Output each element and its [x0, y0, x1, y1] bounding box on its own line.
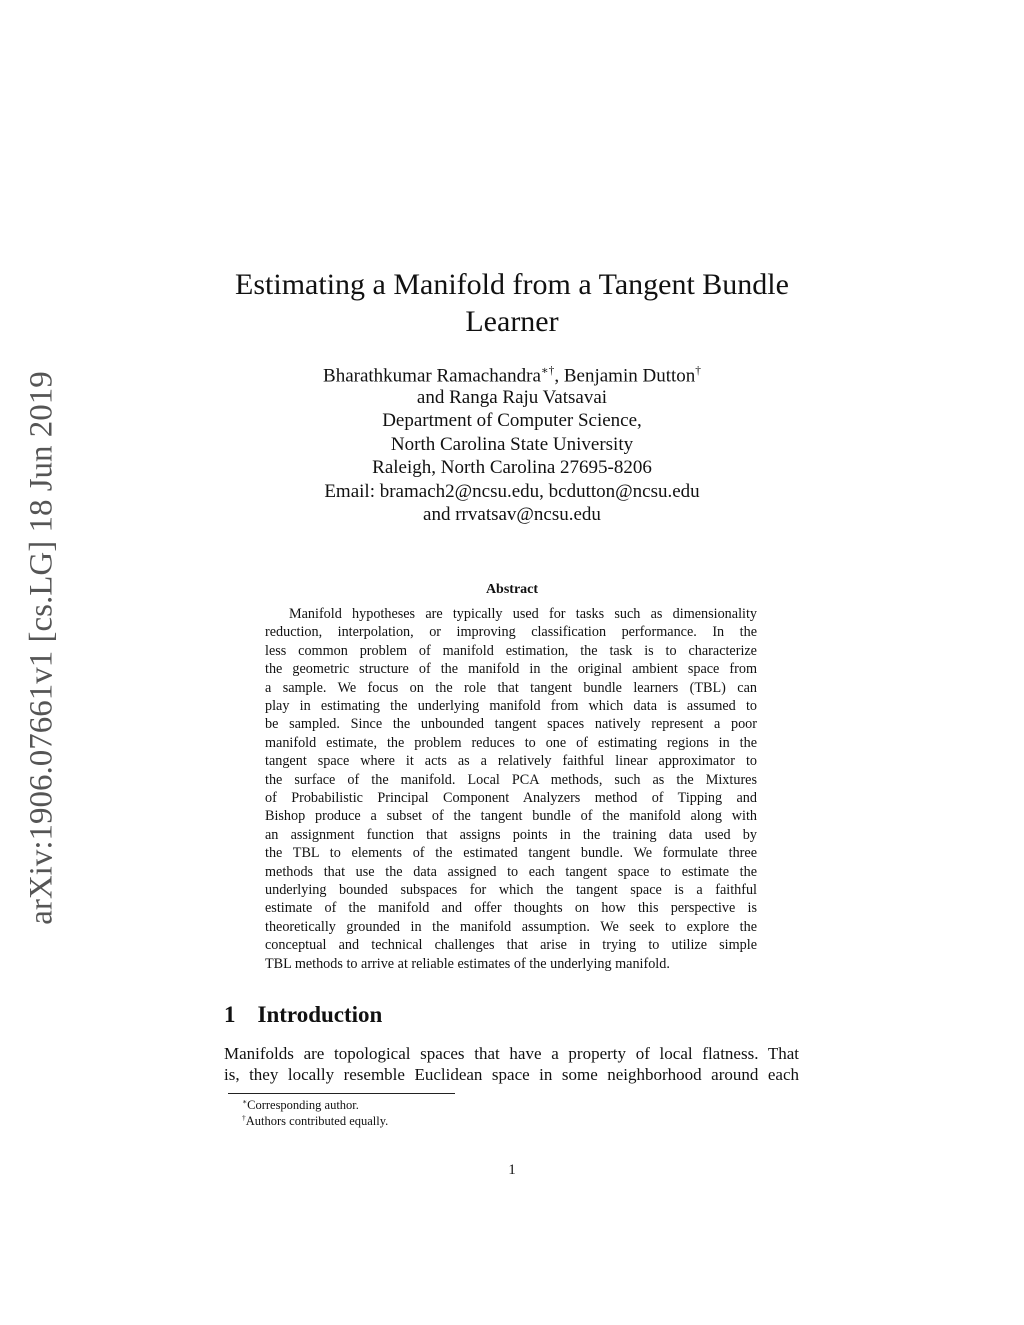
abstract-line: an assignment function that assigns points in the training data used by	[265, 826, 757, 843]
abstract-line: TBL methods to arrive at reliable estimates of the underlying manifold.	[265, 955, 670, 972]
abstract-line: tangent space where it acts as a relatively faithful linear approximator to	[265, 753, 757, 770]
abstract-line: methods that use the data assigned to each tangent space to estimate the	[265, 863, 757, 880]
affiliation-line: Raleigh, North Carolina 27695-8206	[372, 457, 652, 478]
abstract-line: the surface of the manifold. Local PCA methods, such as the Mixtures	[265, 771, 757, 788]
abstract-line: theoretically grounded in the manifold assumption. We seek to explore the	[265, 918, 757, 935]
footnote	[242, 1113, 388, 1129]
section-number: 1	[224, 1002, 236, 1027]
email-line: and rrvatsav@ncsu.edu	[423, 504, 601, 525]
abstract-line: reduction, interpolation, or improving classification performance. In the	[265, 624, 757, 641]
footnote-mark: †	[242, 1113, 246, 1122]
affiliation-line: North Carolina State University	[390, 434, 634, 455]
section-heading	[224, 1002, 382, 1028]
arxiv-stamp: arXiv:1906.07661v1 [cs.LG] 18 Jun 2019	[23, 371, 60, 925]
footnote-text: Authors contributed equally.	[245, 1114, 389, 1129]
abstract-line: conceptual and technical challenges that arise in trying to utilize simple	[265, 937, 757, 954]
abstract-line: the geometric structure of the manifold in the original ambient space from	[265, 661, 757, 678]
email-line: Email: bramach2@ncsu.edu, bcdutton@ncsu.edu	[324, 481, 700, 502]
abstract-line: play in estimating the underlying manifold from which data is assumed to	[265, 698, 757, 714]
footnote	[242, 1097, 359, 1113]
author-marks: †	[695, 365, 701, 377]
abstract-line: Bishop produce a subset of the tangent bundle of the manifold along with	[265, 808, 757, 825]
section-title: Introduction	[257, 1002, 383, 1027]
intro-line: Manifolds are topological spaces that have a property of local flatness. That	[224, 1044, 799, 1063]
abstract-line: be sampled. Since the unbounded tangent spaces natively represent a poor	[265, 716, 757, 733]
abstract-line: less common problem of manifold estimation, the task is to characterize	[265, 642, 757, 659]
abstract-line: manifold estimate, the problem reduces to one of estimating regions in the	[265, 734, 757, 751]
abstract-line: underlying bounded subspaces for which the tangent space is a faithful	[265, 882, 757, 898]
author-name: Bharathkumar Ramachandra	[323, 365, 541, 387]
paper-title-line-1: Estimating a Manifold from a Tangent Bundle	[235, 268, 789, 301]
affiliation-line: Department of Computer Science,	[382, 410, 642, 431]
abstract-heading: Abstract	[485, 582, 539, 597]
abstract-line: estimate of the manifold and offer thoughts on how this perspective is	[265, 900, 757, 917]
intro-line: is, they locally resemble Euclidean space in some neighborhood around each	[224, 1065, 799, 1084]
footnote-rule	[228, 1093, 455, 1094]
footnote-text: Corresponding author.	[247, 1098, 359, 1113]
paper-title-line-2: Learner	[465, 305, 559, 338]
abstract-line: Manifold hypotheses are typically used for tasks such as dimensionality	[289, 606, 757, 622]
author-marks: ∗†	[540, 365, 555, 377]
authors-line: and Ranga Raju Vatsavai	[416, 387, 608, 408]
author-name: , Benjamin Dutton	[554, 365, 696, 387]
abstract-line: the TBL to elements of the estimated tangent bundle. We formulate three	[265, 845, 757, 862]
abstract-line: a sample. We focus on the role that tangent bundle learners (TBL) can	[265, 679, 757, 696]
authors-line-1	[0, 363, 1024, 387]
page-number: 1	[508, 1162, 516, 1178]
footnote-mark: ∗	[242, 1097, 248, 1106]
abstract-line: of Probabilistic Principal Component Analyzers method of Tipping and	[265, 790, 757, 806]
